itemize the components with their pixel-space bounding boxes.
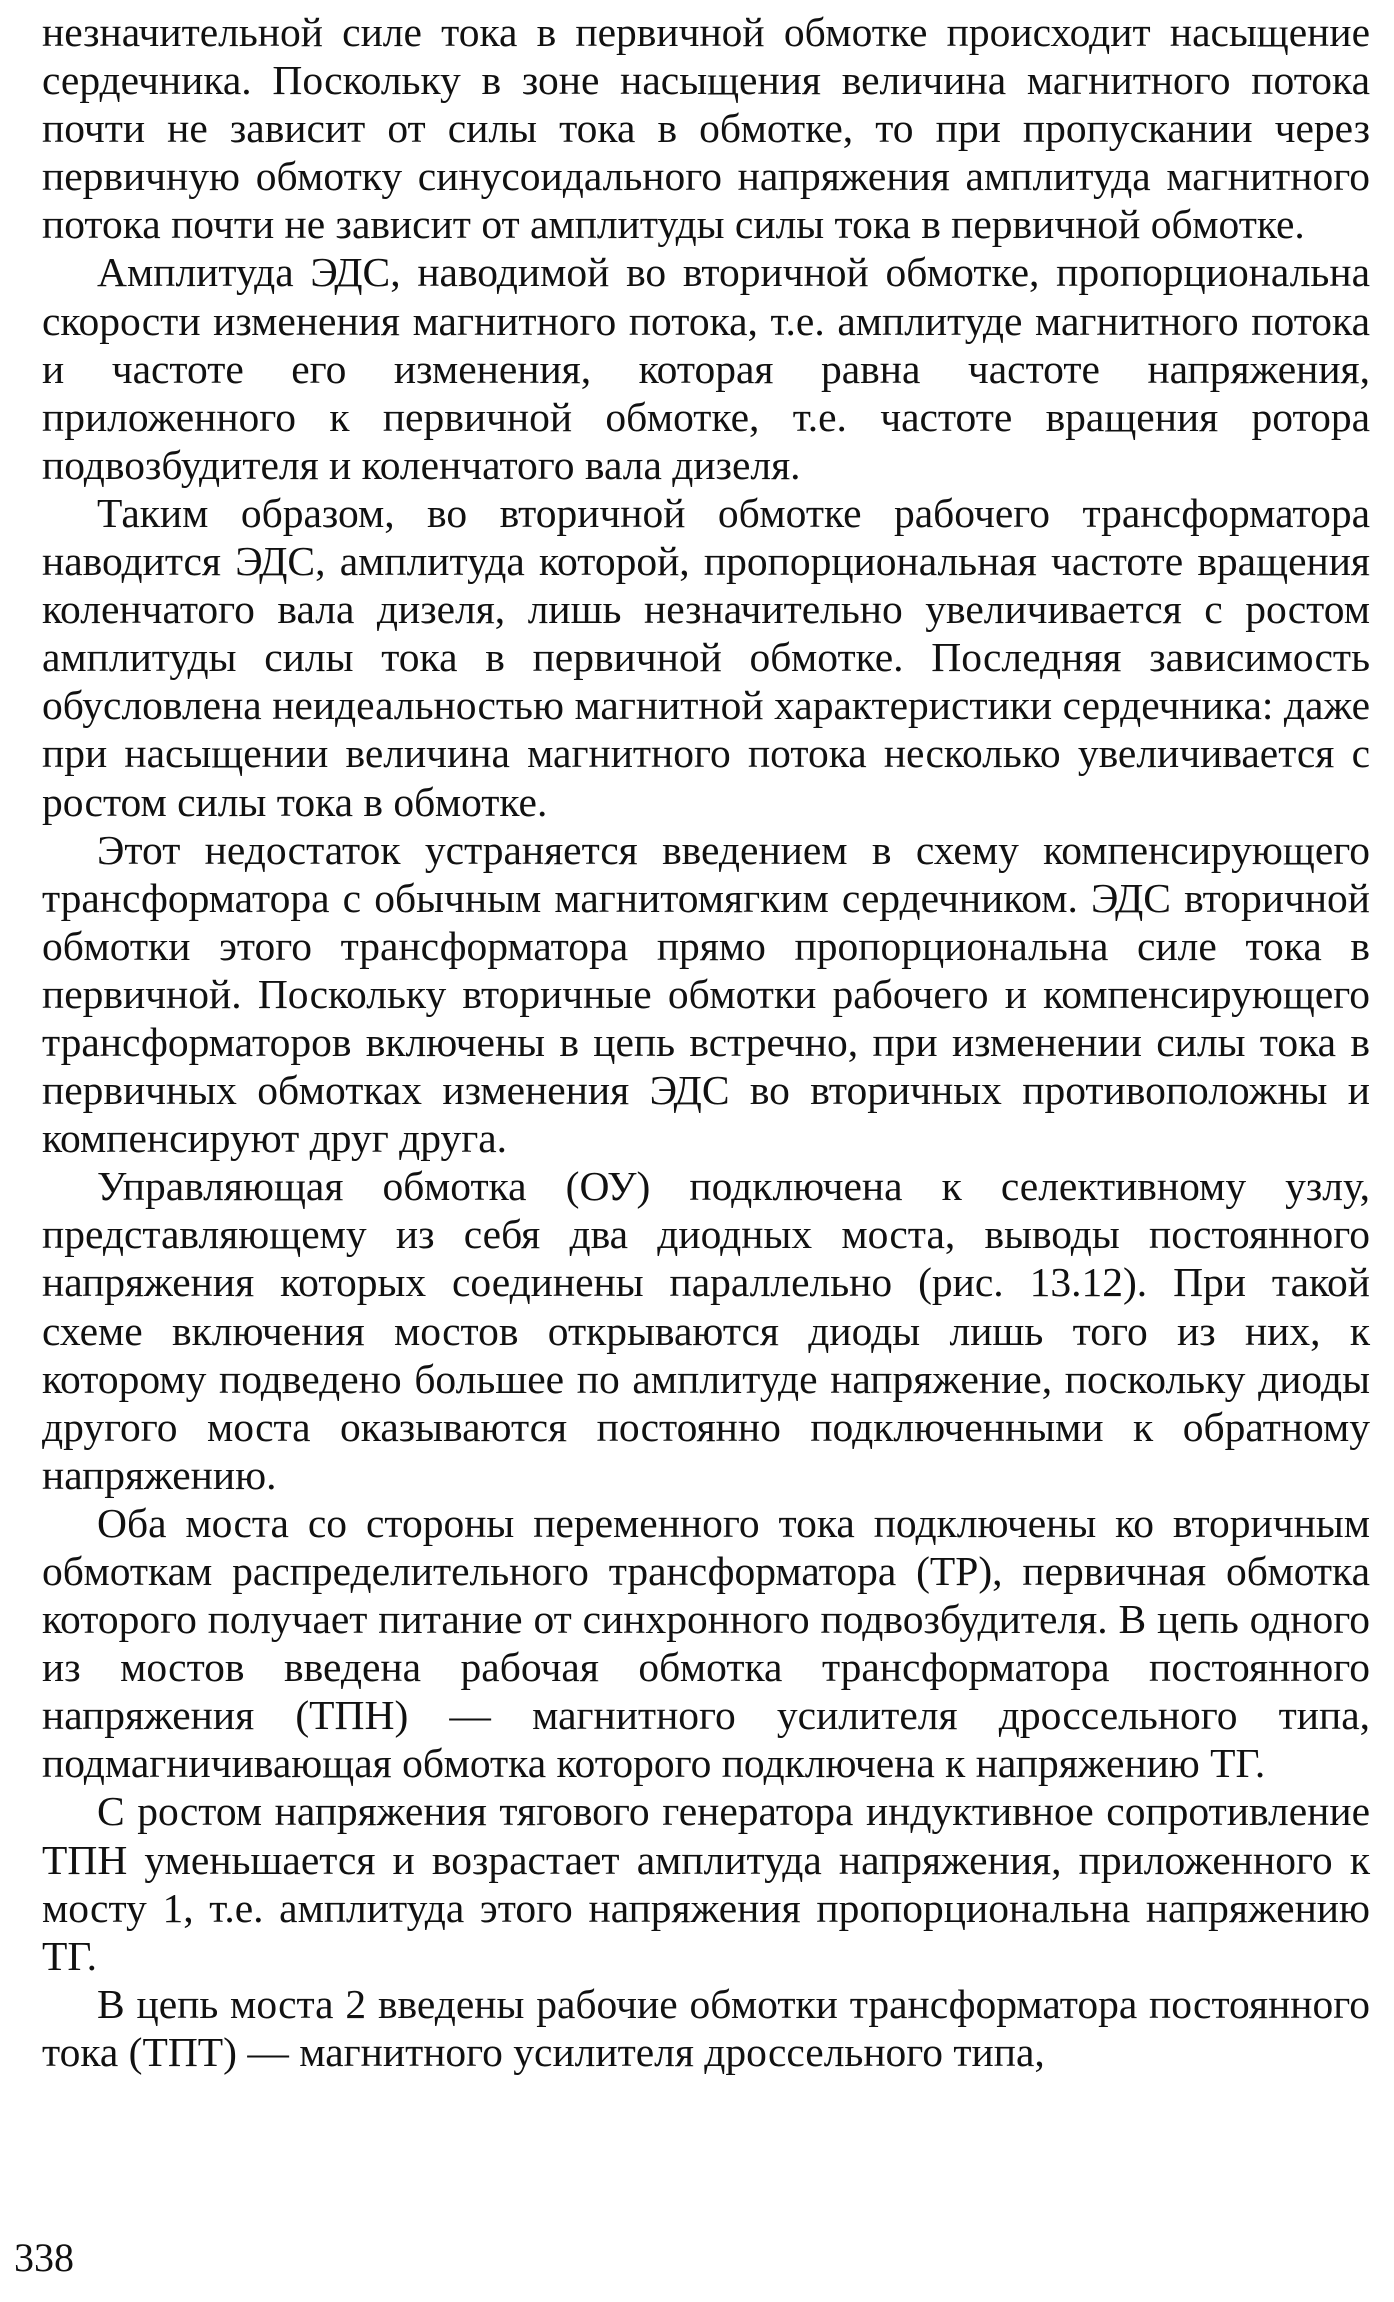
paragraph: Управляющая обмотка (ОУ) подключена к селективному узлу, представляющему из себя два диодных моста, выводы постоянного напряжения которых соединены параллельно (рис. 13.12). При такой схеме включения мостов открываются диоды лишь того из них, к которому подведено большее по амплитуде напряжение, поскольку диоды другого моста оказываются постоянно подключенными к обратному напряжению. [42,1163,1370,1498]
page-number: 338 [14,2235,74,2280]
paragraph: Оба моста со стороны переменного тока подключены ко вторичным обмоткам распределительного трансформатора (ТР), первичная обмотка которого получает питание от синхронного подвозбудителя. В цепь одного из мостов введена рабочая обмотка трансформатора постоянного напряжения (ТПН) — магнитного усилителя дроссельного типа, подмагничивающая обмотка которого подключена к напряжению ТГ. [42,1499,1370,1787]
paragraph: В цепь моста 2 введены рабочие обмотки трансформатора постоянного тока (ТПТ) — магнитного усилителя дроссельного типа, [42,1980,1370,2075]
paragraph: С ростом напряжения тягового генератора индуктивное сопротивление ТПН уменьшается и возрастает амплитуда напряжения, приложенного к мосту 1, т.е. амплитуда этого напряжения пропорциональна напряжению ТГ. [42,1788,1370,1979]
body-text [42,8,1370,2076]
paragraph: Амплитуда ЭДС, наводимой во вторичной обмотке, пропорциональна скорости изменения магнитного потока, т.е. амплитуде магнитного потока и частоте его изменения, которая равна частоте напряжения, приложенного к первичной обмотке, т.е. частоте вращения ротора подвозбудителя и коленчатого вала дизеля. [42,249,1370,488]
paragraph: Этот недостаток устраняется введением в схему компенсирующего трансформатора с обычным магнитомягким сердечником. ЭДС вторичной обмотки этого трансформатора прямо пропорциональна силе тока в первичной. Поскольку вторичные обмотки рабочего и компенсирующего трансформаторов включены в цепь встречно, при изменении силы тока в первичных обмотках изменения ЭДС во вторичных противоположны и компенсируют друг друга. [42,826,1370,1162]
paragraph-continued: незначительной силе тока в первичной обмотке происходит насыщение сердечника. Поскольку в зоне насыщения величина магнитного потока почти не зависит от силы тока в обмотке, то при пропускании через первичную обмотку синусоидального напряжения амплитуда магнитного потока почти не зависит от амплитуды силы тока в первичной обмотке. [42,9,1370,248]
paragraph: Таким образом, во вторичной обмотке рабочего трансформатора наводится ЭДС, амплитуда которой, пропорциональная частоте вращения коленчатого вала дизеля, лишь незначительно увеличивается с ростом амплитуды силы тока в первичной обмотке. Последняя зависимость обусловлена неидеальностью магнитной характеристики сердечника: даже при насыщении величина магнитного потока несколько увеличивается с ростом силы тока в обмотке. [42,489,1370,825]
